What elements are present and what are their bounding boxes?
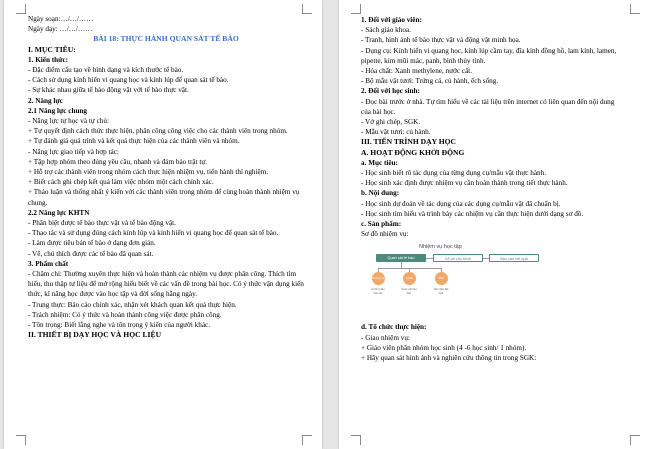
text-line: - Mẫu vật tươi: củ hành. bbox=[361, 128, 431, 137]
lesson-title: BÀI 18: THỰC HÀNH QUAN SÁT TẾ BÀO bbox=[93, 34, 239, 44]
text-line: - Giao nhiệm vụ: bbox=[361, 333, 410, 342]
text-line: Ngày soạn:…/…/…… bbox=[28, 15, 94, 23]
text-line: + Hãy quan sát hình ảnh và nghiên cứu thông tin trong SGK: bbox=[361, 354, 537, 363]
diagram-circle: Hành bbox=[403, 272, 416, 285]
text-line: - Tôn trọng: Biết lắng nghe và tôn trọng ý kiến của người khác. bbox=[28, 321, 211, 330]
text-line: - Hóa chất: Xanh methylene, nước cất. bbox=[361, 67, 473, 76]
section-heading: II. THIẾT BỊ DẠY HỌC VÀ HỌC LIỆU bbox=[28, 330, 162, 340]
text-line: - Sự khác nhau giữa tế bào động vật với tế bào thực vật. bbox=[28, 86, 189, 95]
text-line: - Học sinh tìm hiểu và trình bày các nhiệm vụ cần thực hiện dưới dạng sơ đồ. bbox=[361, 209, 584, 218]
section-heading: c. Sản phẩm: bbox=[361, 220, 402, 229]
document-page-right bbox=[339, 0, 650, 449]
section-heading: 2.2 Năng lực KHTN bbox=[28, 208, 90, 217]
text-line: + Thảo luận và thống nhất ý kiến với các thành viên trong nhóm để cùng hoàn thành nhiệm vụ chung. bbox=[28, 188, 300, 207]
section-heading: 2.1 Năng lực chung bbox=[28, 106, 88, 115]
diagram-label: Hướng dẫn thao tác bbox=[371, 288, 385, 295]
text-line: - Học sinh xác định được nhiệm vụ cần hoàn thành trong tiết thực hành. bbox=[361, 179, 568, 188]
page-left-text[interactable] bbox=[28, 14, 304, 341]
section-heading: 3. Phẩm chất bbox=[28, 259, 69, 268]
diagram-circle: Ếch bbox=[435, 272, 448, 285]
section-heading: III. TIẾN TRÌNH DẠY HỌC bbox=[361, 137, 457, 147]
text-line: - Trung thực: Báo cáo chính xác, nhận xét khách quan kết quả thực hiện. bbox=[28, 300, 237, 309]
text-line: - Làm được tiêu bản tế bào ở dạng đơn giản. bbox=[28, 239, 156, 248]
diagram-circle: Trứng cá bbox=[372, 272, 385, 285]
text-line: - Năng lực tự học và tự chủ: bbox=[28, 117, 109, 126]
page-margin-corner bbox=[16, 435, 26, 445]
diagram-title: Nhiệm vụ học tập bbox=[419, 244, 462, 251]
page-margin-corner bbox=[630, 4, 640, 14]
text-line: - Học sinh dự đoán về tác dụng của các dụng cụ/mẫu vật đã chuẩn bị. bbox=[361, 199, 561, 208]
diagram-label: Quan sát tiêu bản bbox=[401, 288, 417, 295]
page-margin-corner bbox=[351, 4, 361, 14]
diagram-box: Vẽ và chú thích bbox=[433, 254, 483, 262]
section-heading: 1. Đối với giáo viên: bbox=[361, 16, 422, 24]
diagram-label: Ghi nhận kết quả bbox=[433, 288, 449, 295]
section-heading: 2. Năng lực bbox=[28, 96, 63, 105]
text-line: Ngày dạy: …/…/…… bbox=[28, 25, 93, 34]
text-line: + Tập hợp nhóm theo đúng yêu cầu, nhanh và đảm bảo trật tự. bbox=[28, 157, 208, 166]
section-heading: I. MỤC TIÊU: bbox=[28, 44, 76, 54]
text-line: - Phân biệt được tế bào thực vật và tế bào động vật. bbox=[28, 219, 176, 228]
text-line: - Đặc điểm cấu tạo về hình dạng và kích thước tế bào. bbox=[28, 66, 184, 75]
section-heading: a. Mục tiêu: bbox=[361, 158, 398, 167]
page-margin-corner bbox=[302, 435, 312, 445]
text-line: - Vẽ, chú thích được các tế bào đã quan sát. bbox=[28, 249, 154, 258]
text-line: - Cách sử dụng kính hiển vi quang học và kính lúp để quan sát tế bào. bbox=[28, 76, 229, 85]
text-line: + Tự quyết định cách thức thực hiện, phân công công việc cho các thành viên trong nhóm. bbox=[28, 127, 288, 136]
document-page-left bbox=[4, 0, 322, 449]
text-line: - Thao tác và sử dụng đúng cách kính lúp và kính hiển vi quang học để quan sát tế bào. bbox=[28, 229, 279, 238]
text-line: + Tự đánh giá quá trình và kết quả thực hiện của các thành viên và nhóm. bbox=[28, 137, 240, 146]
page-margin-corner bbox=[630, 435, 640, 445]
text-line: + Giáo viên phân nhóm học sinh (4 -6 học sinh/ 1 nhóm). bbox=[361, 343, 527, 352]
task-diagram bbox=[361, 242, 624, 318]
text-line: - Chăm chỉ: Thường xuyên thực hiện và hoàn thành các nhiệm vụ được phân công. Thích tìm hiểu, thu thập tư liệu để mở rộng hiểu biết về các vấn đề trong bài học. Có ý thức vận dụng kiến thức, kĩ năng học được vào học tập và đời sống hằng ngày. bbox=[28, 270, 304, 299]
section-heading: A. HOẠT ĐỘNG KHỞI ĐỘNG bbox=[361, 147, 465, 157]
page-margin-corner bbox=[351, 435, 361, 445]
text-line: Sơ đồ nhiệm vụ: bbox=[361, 230, 409, 239]
text-line: + Biết cách ghi chép kết quả làm việc nhóm một cách chính xác. bbox=[28, 178, 214, 187]
text-line: - Năng lực giao tiếp và hợp tác: bbox=[28, 147, 119, 156]
text-line: - Vở ghi chép, SGK. bbox=[361, 118, 421, 127]
text-line: - Tranh, hình ảnh tế bào thực vật và động vật minh họa. bbox=[361, 36, 521, 45]
text-line: - Bộ mẫu vật tươi: Trứng cá, củ hành, ếch sống. bbox=[361, 77, 499, 86]
text-line: - Dụng cụ: Kính hiển vi quang học, kính lúp cầm tay, đĩa kính đồng hồ, lam kính, lamen, pipette, kim mũi mác, panh, bình thủy tinh. bbox=[361, 46, 617, 65]
diagram-box: Quan sát tế bào bbox=[376, 254, 426, 262]
page-margin-corner bbox=[302, 4, 312, 14]
text-line: - Học sinh biết rõ tác dụng của từng dụng cụ/mẫu vật thực hành. bbox=[361, 169, 547, 178]
diagram-box: Báo cáo kết quả bbox=[489, 254, 539, 262]
text-line: + Hỗ trợ các thành viên trong nhóm cách thực hiện nhiệm vụ, tiến hành thí nghiệm. bbox=[28, 168, 269, 177]
section-heading: 1. Kiến thức: bbox=[28, 55, 69, 64]
page-margin-corner bbox=[16, 4, 26, 14]
section-heading: d. Tổ chức thực hiện: bbox=[361, 323, 427, 332]
section-heading: b. Nội dung: bbox=[361, 189, 400, 198]
text-line: - Trách nhiệm: Có ý thức và hoàn thành công việc được phân công. bbox=[28, 310, 222, 319]
text-line: - Sách giáo khoa. bbox=[361, 26, 411, 35]
page-right-text[interactable] bbox=[361, 15, 624, 363]
text-line: - Đọc bài trước ở nhà. Tự tìm hiểu về các tài liệu trên internet có liên quan đến nội dung của bài học. bbox=[361, 97, 615, 116]
section-heading: 2. Đối với học sinh: bbox=[361, 87, 420, 96]
